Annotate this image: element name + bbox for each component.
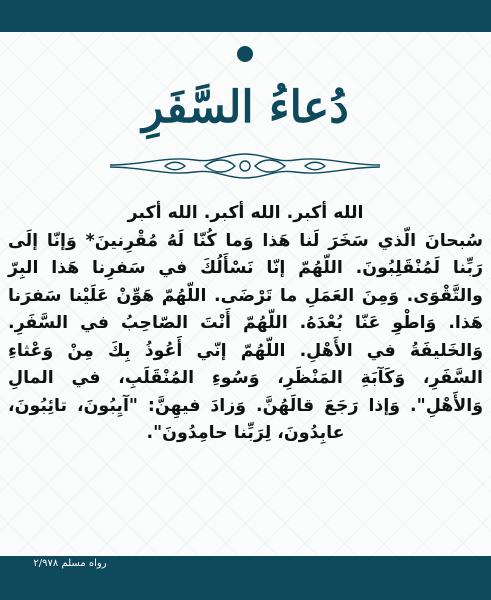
dua-opening-line: الله أكبر. الله أكبر. الله أكبر	[127, 203, 364, 223]
ornament-divider-icon	[105, 146, 385, 184]
source-citation: رواه مسلم ٢/٩٧٨	[33, 558, 107, 569]
dua-text	[8, 200, 483, 550]
dua-main-text: سُبحانَ الّذي سَخَرَ لَنا هَذا وَما كُنّا لَهُ مُقْرِنينَ* وَإنّا إلَى رَبِّنا لَمُنْقَلِبُونَ. اللّهُمّ إنّا نَسْأَلُكَ في سَفرِنا هَذا البِرّ والتَّقْوَى. وَمِنَ العَمَلِ ما تَرْضَى. اللّهُمّ هَوِّنْ عَلَيْنا سَفرَنا هَذا. وَاطْوِ عَنّا بُعْدَهُ. اللّهُمّ أَنْتَ الصّاحِبُ في السَّفَرِ. وَالخَليفَةُ في الأَهْلِ. اللّهُمّ إنّي أَعُوذُ بِكَ مِنْ وَعْثاءِ السَّفَرِ، وَكَآبَةِ المَنْظَرِ، وَسُوءِ المُنْقَلَبِ، في المالِ وَالأَهْلِ". وَإذا رَجَعَ قالَهُنَّ. وَزادَ فيهِنَّ: "آيِبُونَ، تائِبُونَ، عابِدُونَ، لِرَبِّنا حامِدُونَ".	[8, 230, 483, 443]
decorative-dot-icon	[237, 46, 253, 62]
top-bar	[0, 0, 491, 32]
page-title: دُعاءُ السَّفَرِ	[142, 82, 349, 133]
